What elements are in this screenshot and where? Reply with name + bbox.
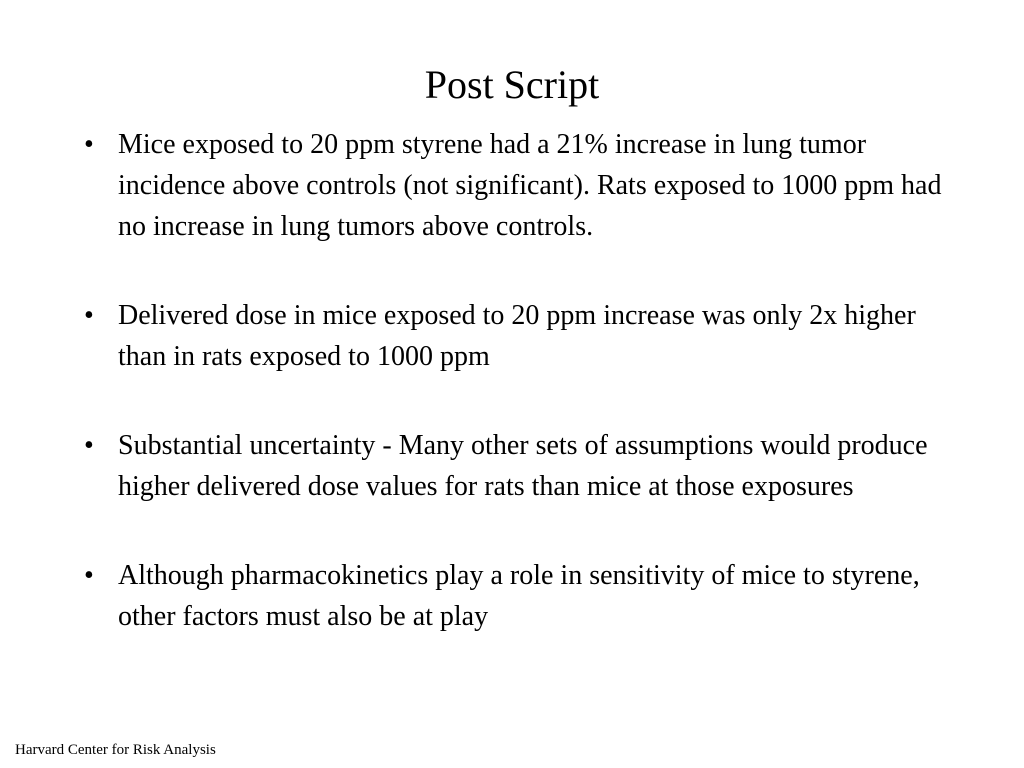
- bullet-marker: •: [84, 430, 94, 461]
- bullet-list: [82, 124, 942, 637]
- bullet-marker: •: [84, 560, 94, 591]
- bullet-item: [82, 124, 942, 247]
- bullet-text: Although pharmacokinetics play a role in sensitivity of mice to styrene, other factors must also be at play: [118, 560, 920, 632]
- bullet-text: Mice exposed to 20 ppm styrene had a 21% increase in lung tumor incidence above controls (not significant). Rats exposed to 1000 ppm had no increase in lung tumors above controls.: [118, 129, 942, 242]
- bullet-item: [82, 555, 942, 637]
- bullet-text: Substantial uncertainty - Many other sets of assumptions would produce higher delivered dose values for rats than mice at those exposures: [118, 430, 928, 502]
- bullet-text: Delivered dose in mice exposed to 20 ppm increase was only 2x higher than in rats exposed to 1000 ppm: [118, 300, 916, 372]
- bullet-marker: •: [84, 300, 94, 331]
- bullet-marker: •: [84, 129, 94, 160]
- bullet-item: [82, 295, 942, 377]
- bullet-item: [82, 425, 942, 507]
- slide-title: Post Script: [424, 62, 600, 107]
- footer-text: Harvard Center for Risk Analysis: [15, 742, 216, 758]
